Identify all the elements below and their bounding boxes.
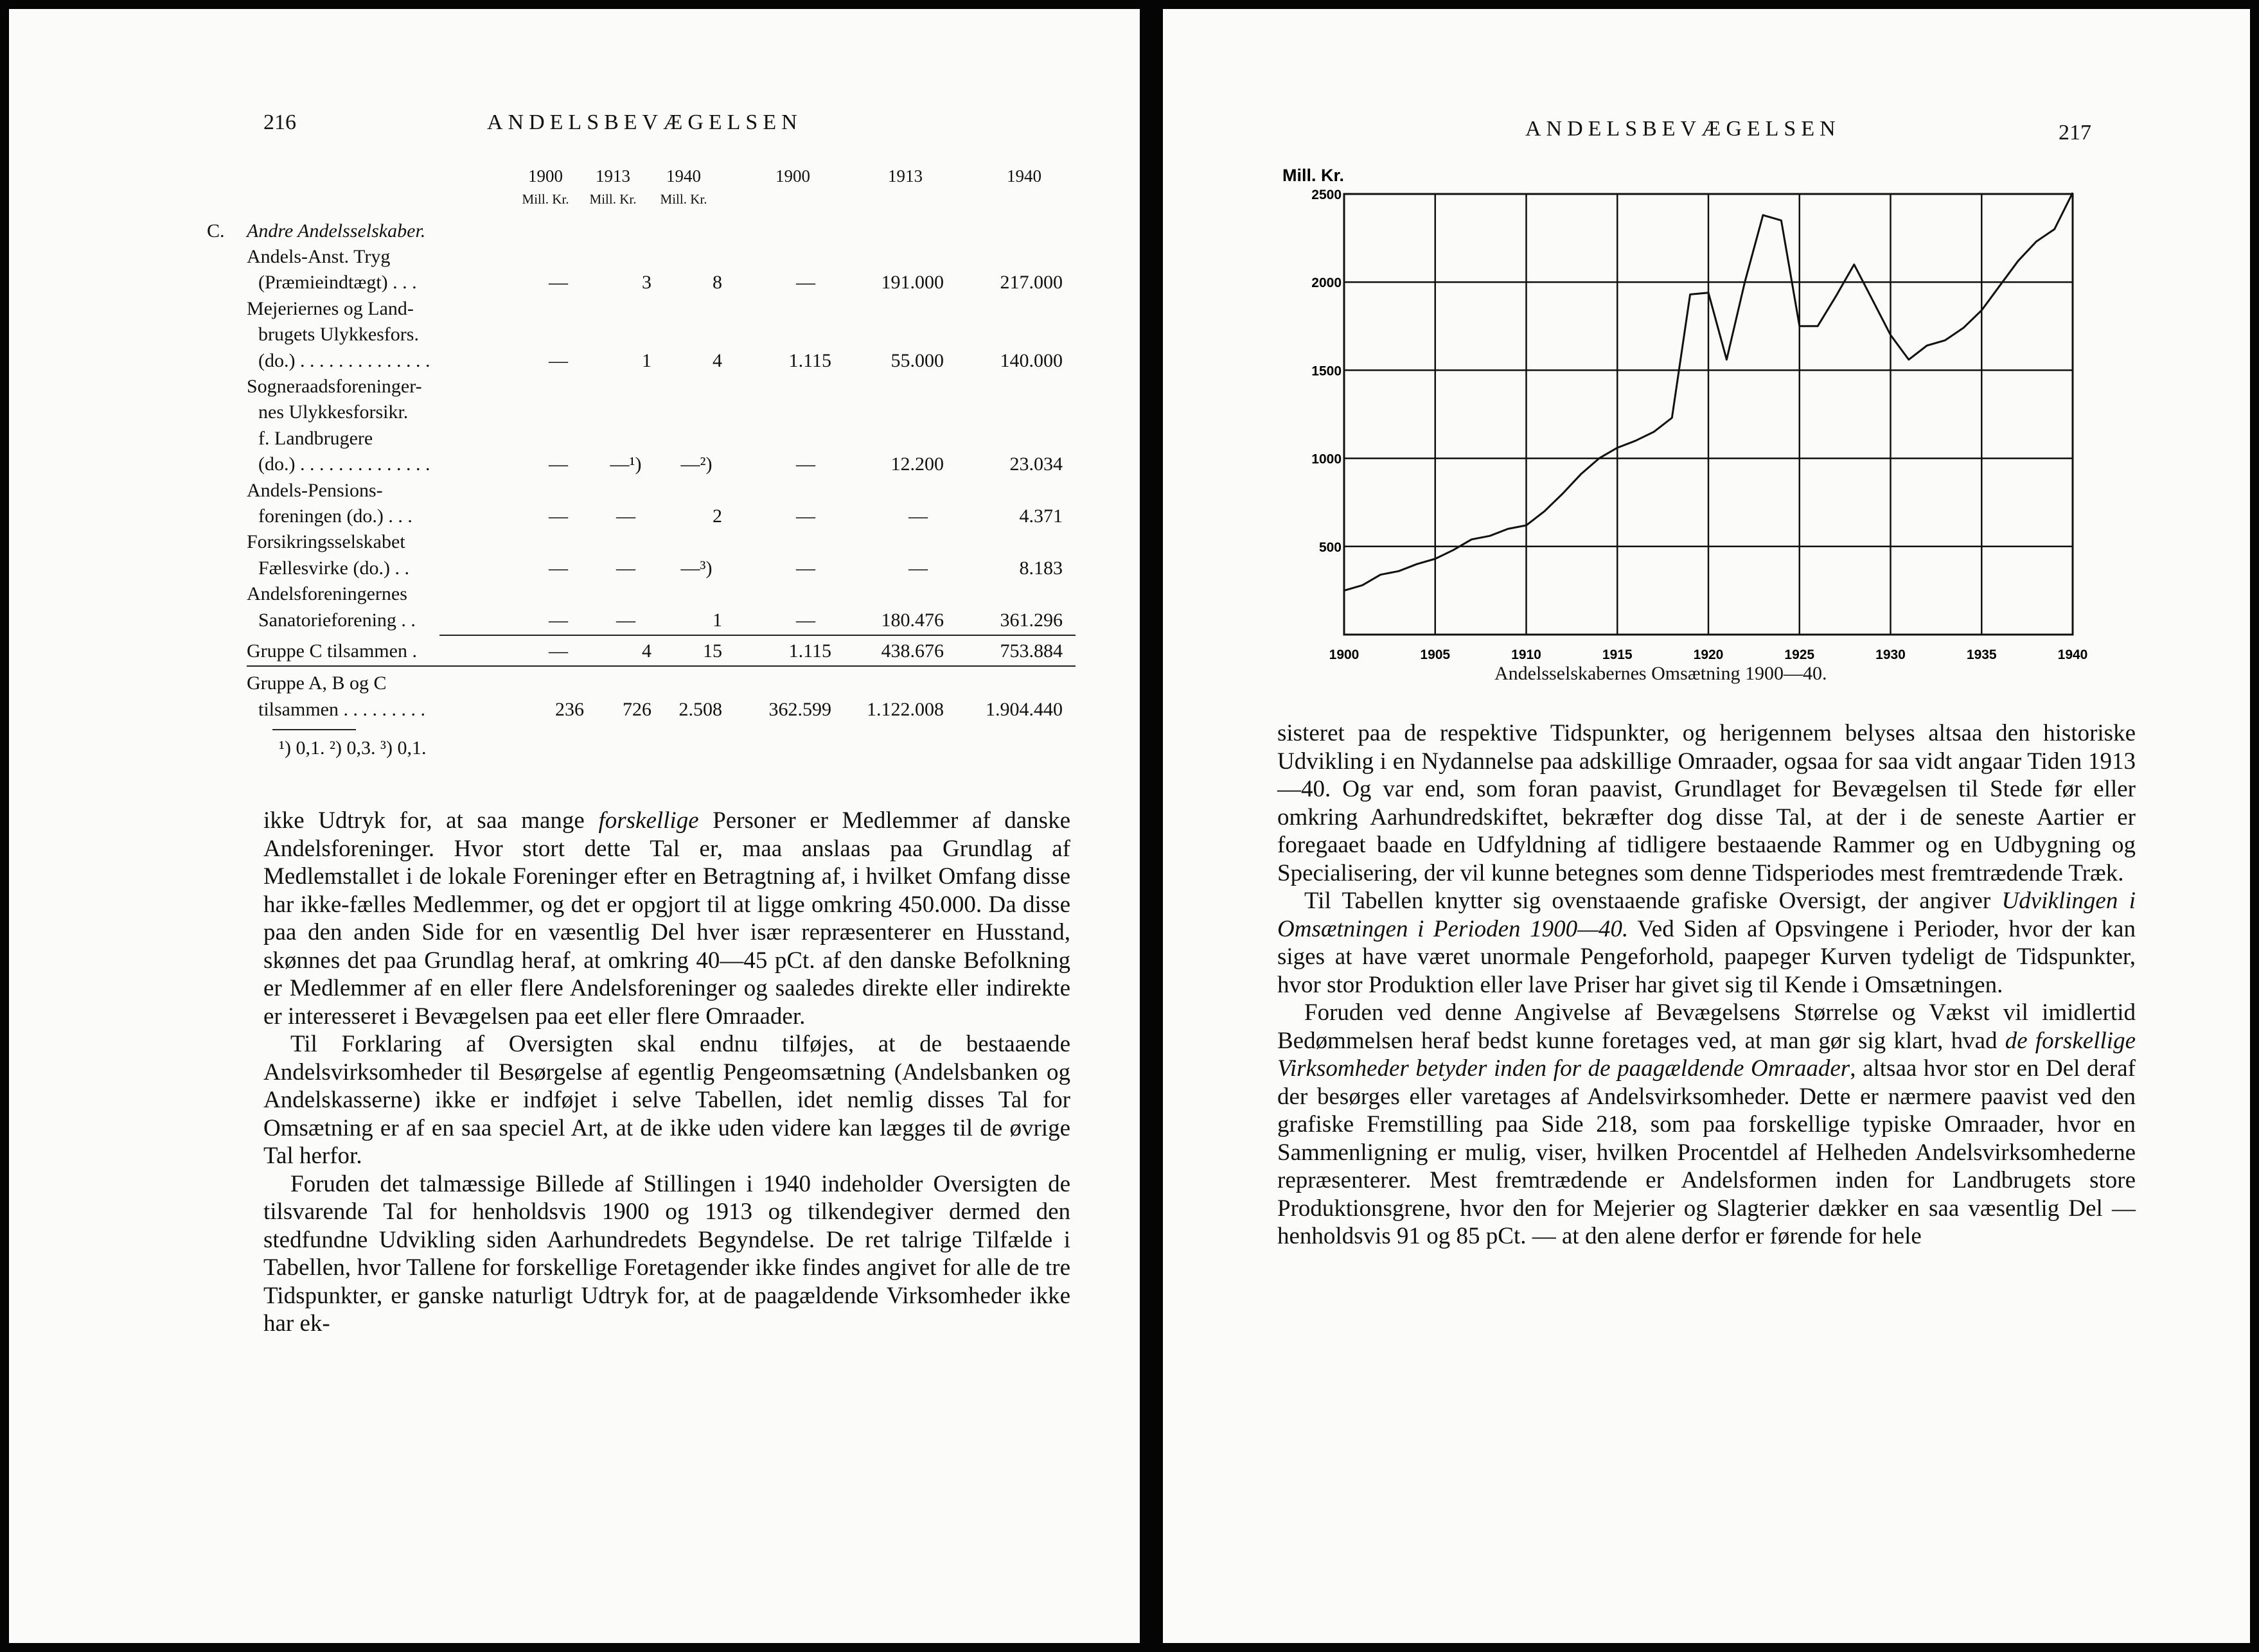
text-run: ikke Udtryk for, at saa mange: [263, 807, 599, 834]
cell-value: —²): [680, 453, 713, 475]
cell-value: 1.115: [788, 349, 831, 371]
right-body-text: [1277, 719, 2136, 1251]
cell-value: 1.115: [788, 640, 831, 662]
table-row: [227, 671, 1082, 696]
cell-value: —: [549, 557, 568, 579]
cell-value: 753.884: [1000, 640, 1063, 662]
cell-value: 4: [713, 349, 722, 371]
table-row: [227, 638, 1082, 664]
cell-value: 8: [713, 272, 722, 294]
x-tick-label: 1910: [1511, 647, 1541, 662]
row-label: Fællesvirke (do.) . .: [258, 557, 409, 579]
x-tick-label: 1925: [1784, 647, 1815, 662]
cell-value: —: [796, 505, 815, 527]
table-row: [227, 244, 1082, 270]
paragraph: [1277, 887, 2136, 999]
table-unit-row: [227, 186, 1082, 212]
chart-caption: Andelsselskabernes Omsætning 1900—40.: [1494, 663, 1827, 684]
column-header: 1940: [666, 166, 701, 186]
paragraph: [263, 1030, 1070, 1170]
cell-value: —: [796, 453, 815, 475]
unit-header: Mill. Kr.: [660, 191, 707, 207]
emphasis-text: forskellige: [598, 807, 699, 834]
column-header: 1913: [596, 166, 630, 186]
cell-value: —¹): [610, 453, 642, 475]
column-header: 1913: [888, 166, 923, 186]
text-run: Ved Siden af Opsvingene i Perioder, hvor der kan siges at have været unormale Pengeforhold, paapeger Kurven tydeligt de Tidspunkter, hvor stor Produktion eller lave Priser har givet sig til Kende i Omsætningen.: [1277, 915, 2136, 998]
paragraph: [263, 1170, 1070, 1338]
right-page: [1163, 9, 2250, 1643]
cell-value: 362.599: [768, 698, 831, 720]
page-number: 216: [263, 110, 296, 134]
table-row: [227, 556, 1082, 581]
cell-value: 55.000: [890, 349, 944, 371]
text-run: , altsaa hvor stor en Del deraf der besørges eller varetages af Andelsvirksomheder. Dette er nærmere paavist ved den grafiske Fremstilling paa Side 218, som paa forskellige typiske Omraader, hvor en Sammenligning er mulig, viser, hvilken Procentdel af Helheden Andelsvirksomhederne repræsenterer. Mest fremtrædende er Andelsformen inden for Landbrugets store Produktionsgrene, hvor den for Mejerier og Slagterier dækker en saa væsentlig Del — henholdsvis 91 og 85 pCt. — at den alene derfor er førende for hele: [1277, 1055, 2136, 1249]
cell-value: 23.034: [1009, 453, 1063, 475]
table-footnote: ¹) 0,1. ²) 0,3. ³) 0,1.: [279, 737, 427, 759]
left-body-text: [263, 807, 1070, 1338]
section-label: C.: [207, 220, 225, 242]
cell-value: —: [796, 272, 815, 294]
cell-value: 217.000: [1000, 272, 1063, 294]
table-row: [227, 529, 1082, 555]
y-tick-label: 1000: [1311, 452, 1342, 467]
row-label: Gruppe C tilsammen .: [247, 640, 417, 662]
row-label: brugets Ulykkesfors.: [258, 324, 419, 346]
column-header: 1900: [775, 166, 810, 186]
table-row: [227, 374, 1082, 400]
cell-value: 438.676: [881, 640, 944, 662]
x-tick-label: 1930: [1875, 647, 1906, 662]
table-row: [227, 608, 1082, 633]
table-row: [227, 426, 1082, 452]
cell-value: —: [549, 505, 568, 527]
text-run: Til Tabellen knytter sig ovenstaaende grafiske Oversigt, der angiver: [1304, 888, 2002, 914]
row-label: foreningen (do.) . . .: [258, 505, 412, 527]
paragraph: [1277, 999, 2136, 1251]
row-label: Mejeriernes og Land-: [247, 297, 414, 319]
x-tick-label: 1940: [2057, 647, 2088, 662]
row-label: Gruppe A, B og C: [247, 672, 387, 694]
row-label: (Præmieindtægt) . . .: [258, 272, 417, 294]
y-axis-label: Mill. Kr.: [1282, 166, 1345, 185]
paragraph: [263, 807, 1070, 1030]
table-row: [227, 581, 1082, 607]
cell-value: 191.000: [881, 272, 944, 294]
cell-value: —: [549, 272, 568, 294]
y-tick-label: 1500: [1311, 364, 1342, 379]
cell-value: —: [616, 557, 635, 579]
cell-value: 15: [703, 640, 722, 662]
cell-value: 12.200: [890, 453, 944, 475]
emphasis-text: Udviklingen i Omsætningen i Perioden 1900—40.: [1277, 888, 2136, 942]
x-tick-label: 1900: [1329, 647, 1360, 662]
table-row: [227, 270, 1082, 295]
cell-value: —: [549, 453, 568, 475]
cell-value: 1.904.440: [986, 698, 1063, 720]
column-header: 1940: [1007, 166, 1041, 186]
page-number: 217: [2059, 121, 2091, 145]
row-label: Sanatorieforening . .: [258, 609, 416, 631]
row-label: nes Ulykkesforsikr.: [258, 401, 409, 423]
cell-value: 1.122.008: [867, 698, 944, 720]
x-tick-label: 1905: [1420, 647, 1451, 662]
section-title: Andre Andelsselskaber.: [247, 220, 426, 242]
running-head: ANDELSBEVÆGELSEN: [487, 110, 802, 134]
table-row: [227, 322, 1082, 347]
table-row: [227, 348, 1082, 374]
cell-value: —³): [680, 557, 713, 579]
cell-value: 4: [642, 640, 651, 662]
row-label: tilsammen . . . . . . . . .: [258, 698, 425, 720]
row-label: Andels-Anst. Tryg: [247, 246, 391, 267]
cell-value: —: [549, 609, 568, 631]
cell-value: —: [908, 557, 928, 579]
text-run: Personer er Medlemmer af danske Andelsforeninger. Hvor stort dette Tal er, maa anslaas paa Grundlag af Medlemstallet i de lokale Foreninger efter en Betragtning af, i hvilket Omfang disse har ikke-fælles Medlemmer, og det er opgjort til at ligge omkring 450.000. Da disse paa den anden Side for en væsentlig Del hver især repræsenterer en Husstand, skønnes det paa Grundlag heraf, at omkring 40—45 pCt. af den danske Befolkning er Medlemmer af en eller flere Andelsforeninger og saaledes direkte eller indirekte er interesseret i Bevægelsen paa eet eller flere Omraader.: [263, 807, 1070, 1030]
x-tick-label: 1915: [1602, 647, 1633, 662]
x-tick-label: 1935: [1966, 647, 1997, 662]
emphasis-text: de forskellige Virksomheder betyder inden for de paagældende Omraader: [1277, 1027, 2136, 1082]
unit-header: Mill. Kr.: [589, 191, 637, 207]
row-label: f. Landbrugere: [258, 427, 373, 449]
table-row: [227, 400, 1082, 425]
cell-value: 140.000: [1000, 349, 1063, 371]
table-header-row: [227, 163, 1082, 189]
table-rule: [439, 635, 1076, 636]
cell-value: —: [549, 640, 568, 662]
row-label: (do.) . . . . . . . . . . . . . .: [258, 349, 430, 371]
row-label: Andelsforeningernes: [247, 583, 407, 605]
table-row: [227, 504, 1082, 529]
x-tick-label: 1920: [1693, 647, 1724, 662]
cell-value: 1: [713, 609, 722, 631]
cell-value: 2.508: [678, 698, 722, 720]
row-label: Sogneraadsforeninger-: [247, 376, 422, 397]
left-page: [9, 9, 1140, 1643]
y-tick-label: 500: [1318, 540, 1342, 555]
cell-value: 2: [713, 505, 722, 527]
cell-value: —: [796, 557, 815, 579]
running-head: ANDELSBEVÆGELSEN: [1525, 117, 1841, 141]
row-label: Andels-Pensions-: [247, 479, 383, 501]
paragraph: [1277, 719, 2136, 887]
cell-value: —: [616, 505, 635, 527]
cell-value: 180.476: [881, 609, 944, 631]
cell-value: 4.371: [1019, 505, 1063, 527]
cell-value: 726: [623, 698, 651, 720]
cell-value: 3: [642, 272, 651, 294]
y-tick-label: 2000: [1311, 276, 1342, 291]
cell-value: 361.296: [1000, 609, 1063, 631]
cell-value: —: [549, 349, 568, 371]
cell-value: —: [908, 505, 928, 527]
table-row: [227, 296, 1082, 322]
text-run: Foruden ved denne Angivelse af Bevægelsens Størrelse og Vækst vil imidlertid Bedømmelsen heraf bedst kunne foretages ved, at man gør sig klart, hvad: [1277, 999, 2136, 1054]
table-row: [227, 697, 1082, 723]
unit-header: Mill. Kr.: [522, 191, 569, 207]
cell-value: 236: [555, 698, 584, 720]
text-run: Foruden det talmæssige Billede af Stillingen i 1940 indeholder Oversigten de tilsvarende Tal for henholdsvis 1900 og 1913 og tilkendegiver dermed den stedfundne Udvikling siden Aarhundredets Begyndelse. De ret talrige Tilfælde i Tabellen, hvor Tallene for forskellige Foretagender ikke findes angivet for alle de tre Tidspunkter, er ganske naturligt Udtryk for, at de paagældende Virksomheder ikke har ek-: [263, 1170, 1070, 1337]
row-label: Forsikringsselskabet: [247, 531, 405, 553]
y-tick-label: 2500: [1311, 188, 1342, 202]
turnover-line-chart: [1163, 9, 2250, 716]
table-row: [227, 452, 1082, 477]
text-run: Til Forklaring af Oversigten skal endnu tilføjes, at de bestaaende Andelsvirksomheder til Besørgelse af egentlig Pengeomsætning (Andelsbanken og Andelskasserne) ikke er indføjet i selve Tabellen, idet nemlig disses Tal for Omsætning er af en saa speciel Art, at de ikke uden videre kan lægges til de øvrige Tal herfor.: [263, 1031, 1070, 1169]
table-row: [227, 478, 1082, 504]
cell-value: 1: [642, 349, 651, 371]
text-run: sisteret paa de respektive Tidspunkter, og herigennem belyses altsaa den historiske Udvikling i en Nydannelse paa adskillige Omraader, ogsaa for saa vidt angaar Tiden 1913—40. Og var end, som foran paavist, Grundlaget for Bevægelsen til Stede før eller omkring Aarhundredskiftet, bekræfter dog disse Tal, at der i de seneste Aartier er foregaaet baade en Udfyldning af tidligere bestaaende Rammer og en Udbygning og Specialisering, der vil kunne betegnes som denne Tidsperiodes mest fremtrædende Træk.: [1277, 720, 2136, 886]
footnote-rule: [272, 729, 356, 730]
cell-value: —: [796, 609, 815, 631]
table-rule: [247, 665, 1076, 667]
cell-value: —: [616, 609, 635, 631]
cell-value: 8.183: [1019, 557, 1063, 579]
section-heading: [207, 218, 1082, 244]
column-header: 1900: [528, 166, 563, 186]
row-label: (do.) . . . . . . . . . . . . . .: [258, 453, 430, 475]
